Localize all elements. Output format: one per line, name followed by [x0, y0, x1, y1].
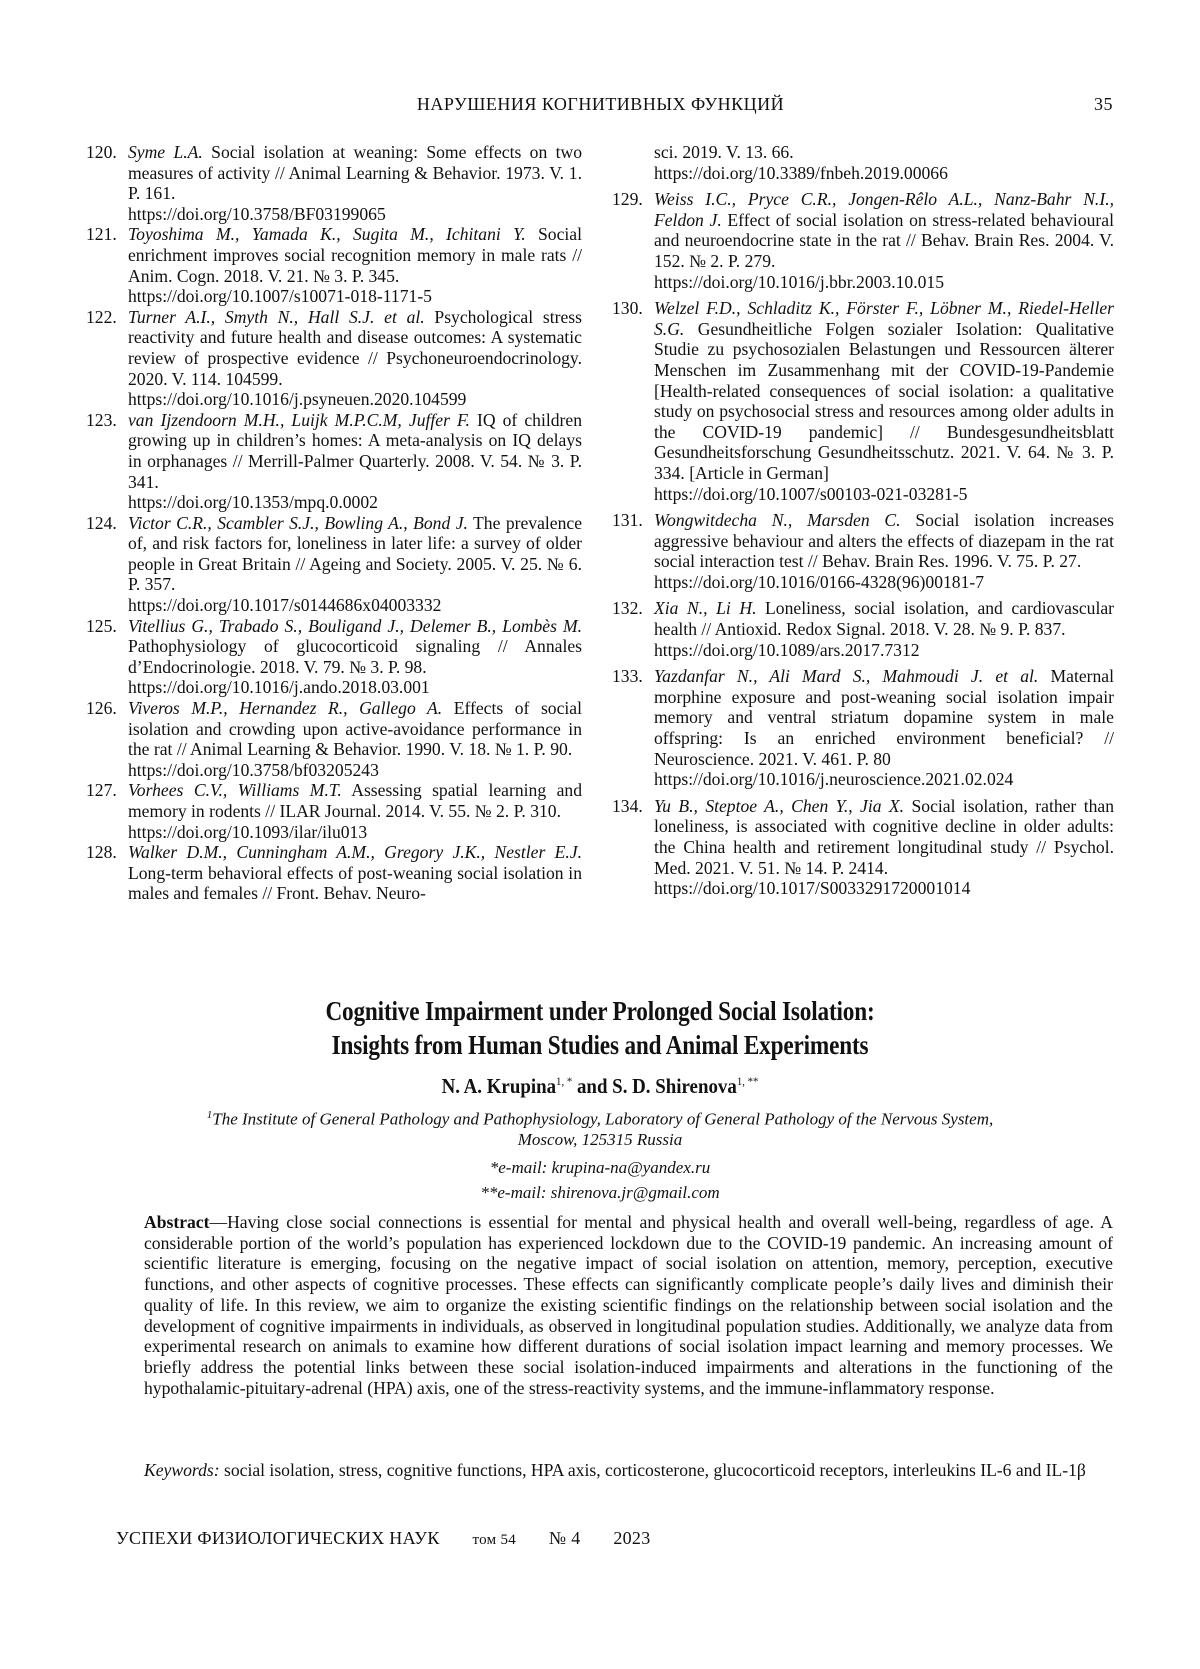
journal-name: УСПЕХИ ФИЗИОЛОГИЧЕСКИХ НАУК	[116, 1528, 440, 1548]
affiliation-mark: 1	[207, 1109, 213, 1121]
reference-item	[86, 410, 582, 513]
reference-item	[86, 142, 582, 224]
reference-authors: Walker D.M., Cunningham A.M., Gregory J.K., Nestler E.J.	[128, 842, 582, 862]
affiliation	[100, 1105, 1100, 1150]
reference-authors: Xia N., Li H.	[654, 598, 756, 618]
author-name: S. D. Shirenova	[612, 1074, 737, 1098]
running-head-title: НАРУШЕНИЯ КОГНИТИВНЫХ ФУНКЦИЙ	[88, 94, 1113, 115]
reference-item	[612, 666, 1114, 790]
reference-text: Loneliness, social isolation, and cardiovascular health // Antioxid. Redox Signal. 2018. V. 28. № 9. P. 837.	[654, 598, 1114, 639]
reference-authors: Weiss I.C., Pryce C.R., Jongen-Rêlo A.L., Nanz-Bahr N.I., Feldon J.	[654, 189, 1114, 230]
reference-item	[86, 513, 582, 616]
reference-authors: Wongwitdecha N., Marsden C.	[654, 510, 901, 530]
reference-number: 132.	[612, 598, 643, 619]
reference-doi[interactable]: https://doi.org/10.3389/fnbeh.2019.00066	[654, 163, 1114, 184]
references-right-column	[612, 142, 1114, 899]
article-title	[170, 994, 1030, 1062]
journal-year: 2023	[613, 1528, 650, 1548]
reference-number: 125.	[86, 616, 117, 637]
reference-text: Pathophysiology of glucocorticoid signaling // Annales d’Endocrinologie. 2018. V. 79. № 3. P. 98.	[128, 636, 582, 677]
references-left-column	[86, 142, 582, 904]
reference-number: 130.	[612, 298, 643, 319]
reference-number: 122.	[86, 307, 117, 328]
keywords-text: social isolation, stress, cognitive functions, HPA axis, corticosterone, glucocorticoid receptors, interleukins IL-6 and IL-1β	[220, 1460, 1086, 1480]
keywords-label: Keywords:	[144, 1460, 220, 1480]
reference-item	[612, 598, 1114, 660]
reference-item	[86, 842, 582, 904]
reference-number: 120.	[86, 142, 117, 163]
reference-doi[interactable]: https://doi.org/10.1353/mpq.0.0002	[128, 492, 582, 513]
reference-number: 121.	[86, 224, 117, 245]
affiliation-line: Moscow, 125315 Russia	[100, 1130, 1100, 1150]
reference-text: Effects of social isolation and crowding upon active-avoidance performance in the rat // Animal Learning & Behavior. 1990. V. 18. № 1. P. 90.	[128, 698, 582, 759]
keywords	[144, 1460, 1113, 1481]
reference-text: Long-term behavioral effects of post-weaning social isolation in males and females // Front. Behav. Neuro-	[128, 863, 582, 904]
authors-conjunction: and	[572, 1074, 612, 1098]
reference-text: Social isolation, rather than loneliness, is associated with cognitive decline in older adults: the China health and retirement longitudinal study // Psychol. Med. 2021. V. 51. № 14. P. 2414.	[654, 796, 1114, 878]
reference-number: 127.	[86, 780, 117, 801]
journal-volume: том 54	[472, 1532, 516, 1548]
author-mark: 1, **	[737, 1074, 759, 1088]
reference-authors: Vitellius G., Trabado S., Bouligand J., Delemer B., Lombès M.	[128, 616, 582, 636]
reference-number: 131.	[612, 510, 643, 531]
reference-authors: Turner A.I., Smyth N., Hall S.J. et al.	[128, 307, 425, 327]
article-title-line: Insights from Human Studies and Animal Experiments	[170, 1028, 1030, 1062]
abstract-label: Abstract	[144, 1212, 209, 1232]
reference-doi[interactable]: https://doi.org/10.3758/BF03199065	[128, 204, 582, 225]
reference-text: The prevalence of, and risk factors for, loneliness in later life: a survey of older people in Great Britain // Ageing and Society. 2005. V. 25. № 6. P. 357.	[128, 513, 582, 595]
reference-continuation	[612, 142, 1114, 183]
reference-authors: van Ijzendoorn M.H., Luijk M.P.C.M, Juffer F.	[128, 410, 470, 430]
reference-item	[86, 780, 582, 842]
reference-authors: Welzel F.D., Schladitz K., Förster F., Löbner M., Riedel-Heller S.G.	[654, 298, 1114, 339]
reference-doi[interactable]: https://doi.org/10.3758/bf03205243	[128, 760, 582, 781]
reference-number: 123.	[86, 410, 117, 431]
reference-authors: Victor C.R., Scambler S.J., Bowling A., Bond J.	[128, 513, 468, 533]
reference-doi[interactable]: https://doi.org/10.1093/ilar/ilu013	[128, 822, 582, 843]
abstract	[144, 1212, 1113, 1398]
page-number: 35	[1094, 94, 1113, 115]
email-author2[interactable]: **e-mail: shirenova.jr@gmail.com	[100, 1183, 1100, 1203]
email-author1[interactable]: *e-mail: krupina-na@yandex.ru	[100, 1158, 1100, 1178]
reference-doi[interactable]: https://doi.org/10.1017/S0033291720001014	[654, 878, 1114, 899]
reference-item	[86, 224, 582, 306]
reference-text: Gesundheitliche Folgen sozialer Isolation: Qualitative Studie zu psychosozialen Belastungen und Ressourcen älterer Menschen im Zusammenhang mit der COVID-19-Pandemie [Health-related consequences of social isolation: a qualitative study on psychosocial stress and resources among older adults in the COVID-19 pandemic] // Bundesgesundheitsblatt Gesundheitsforschung Gesundheitsschutz. 2021. V. 64. № 3. P. 334. [Article in German]	[654, 319, 1114, 483]
journal-issue: № 4	[549, 1528, 581, 1548]
article-header	[100, 994, 1100, 1203]
reference-number: 128.	[86, 842, 117, 863]
reference-item	[612, 298, 1114, 504]
reference-text: Social isolation at weaning: Some effects on two measures of activity // Animal Learning & Behavior. 1973. V. 1. P. 161.	[128, 142, 582, 203]
reference-authors: Yu B., Steptoe A., Chen Y., Jia X.	[654, 796, 904, 816]
article-title-line: Cognitive Impairment under Prolonged Social Isolation:	[170, 994, 1030, 1028]
reference-number: 133.	[612, 666, 643, 687]
author-name: N. A. Krupina	[442, 1074, 556, 1098]
author-mark: 1, *	[556, 1074, 572, 1088]
reference-item	[612, 189, 1114, 292]
reference-text: Social enrichment improves social recognition memory in male rats // Anim. Cogn. 2018. V. 21. № 3. P. 345.	[128, 224, 582, 285]
reference-item	[612, 510, 1114, 592]
reference-doi[interactable]: https://doi.org/10.1089/ars.2017.7312	[654, 640, 1114, 661]
reference-text: Social isolation increases aggressive behaviour and alters the effects of diazepam in the rat social interaction test // Behav. Brain Res. 1996. V. 75. P. 27.	[654, 510, 1114, 571]
reference-doi[interactable]: https://doi.org/10.1017/s0144686x04003332	[128, 595, 582, 616]
journal-footer	[116, 1528, 679, 1549]
reference-doi[interactable]: https://doi.org/10.1016/j.ando.2018.03.001	[128, 677, 582, 698]
reference-text: Maternal morphine exposure and post-weaning social isolation impair memory and ventral striatum dopamine system in male offspring: Is an enriched environment beneficial? // Neuroscience. 2021. V. 461. P. 80	[654, 666, 1114, 768]
reference-continuation-text: sci. 2019. V. 13. 66.	[654, 142, 794, 162]
reference-authors: Syme L.A.	[128, 142, 203, 162]
reference-doi[interactable]: https://doi.org/10.1016/j.bbr.2003.10.015	[654, 272, 1114, 293]
reference-text: Effect of social isolation on stress-related behavioural and neuroendocrine state in the rat // Behav. Brain Res. 2004. V. 152. № 2. P. 279.	[654, 210, 1114, 271]
reference-authors: Toyoshima M., Yamada K., Sugita M., Ichitani Y.	[128, 224, 526, 244]
reference-item	[86, 307, 582, 410]
authors	[150, 1074, 1050, 1099]
reference-authors: Viveros M.P., Hernandez R., Gallego A.	[128, 698, 442, 718]
reference-item	[86, 616, 582, 698]
reference-doi[interactable]: https://doi.org/10.1016/j.psyneuen.2020.104599	[128, 389, 582, 410]
reference-text: Psychological stress reactivity and future health and disease outcomes: A systematic review of prospective evidence // Psychoneuroendocrinology. 2020. V. 114. 104599.	[128, 307, 582, 389]
reference-authors: Yazdanfar N., Ali Mard S., Mahmoudi J. et al.	[654, 666, 1038, 686]
reference-number: 134.	[612, 796, 643, 817]
reference-number: 126.	[86, 698, 117, 719]
reference-doi[interactable]: https://doi.org/10.1016/0166-4328(96)00181-7	[654, 572, 1114, 593]
reference-doi[interactable]: https://doi.org/10.1007/s10071-018-1171-5	[128, 286, 582, 307]
abstract-text: —Having close social connections is essential for mental and physical health and overall well-being, regardless of age. A considerable portion of the world’s population has experienced lockdown due to the COVID-19 pandemic. An increasing amount of scientific literature is emerging, focusing on the negative impact of social isolation on attention, memory, perception, executive functions, and other aspects of cognitive processes. These effects can significantly complicate people’s daily lives and diminish their quality of life. In this review, we aim to organize the existing scientific findings on the relationship between social isolation and the development of cognitive impairments in individuals, as observed in longitudinal population studies. Additionally, we analyze data from experimental research on animals to examine how different durations of social isolation impact learning and memory processes. We briefly address the potential links between these social isolation-induced impairments and alterations in the functioning of the hypothalamic-pituitary-adrenal (HPA) axis, one of the stress-reactivity systems, and the immune-inflammatory response.	[144, 1212, 1113, 1398]
reference-item	[612, 796, 1114, 899]
reference-doi[interactable]: https://doi.org/10.1016/j.neuroscience.2021.02.024	[654, 769, 1114, 790]
reference-doi[interactable]: https://doi.org/10.1007/s00103-021-03281-5	[654, 484, 1114, 505]
reference-text: IQ of children growing up in children’s homes: A meta-analysis on IQ delays in orphanages // Merrill-Palmer Quarterly. 2008. V. 54. № 3. P. 341.	[128, 410, 582, 492]
reference-item	[86, 698, 582, 780]
reference-number: 129.	[612, 189, 643, 210]
affiliation-line: The Institute of General Pathology and Pathophysiology, Laboratory of General Pathology of the Nervous System,	[212, 1110, 993, 1129]
reference-authors: Vorhees C.V., Williams M.T.	[128, 780, 342, 800]
reference-text: Assessing spatial learning and memory in rodents // ILAR Journal. 2014. V. 55. № 2. P. 310.	[128, 780, 582, 821]
reference-number: 124.	[86, 513, 117, 534]
